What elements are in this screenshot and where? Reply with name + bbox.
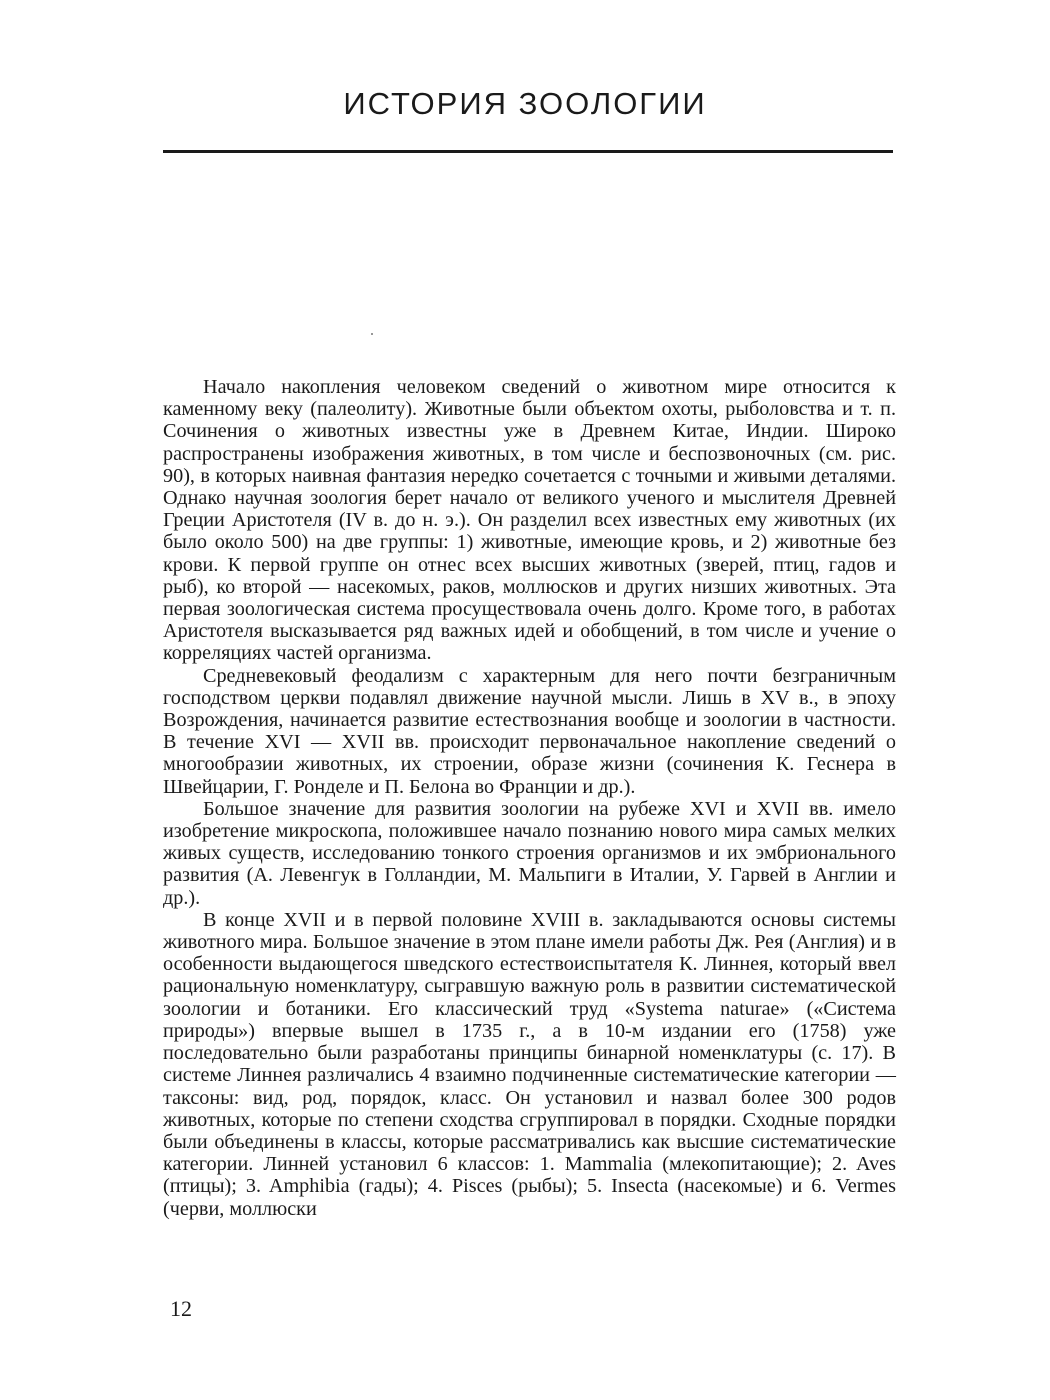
page-title: ИСТОРИЯ ЗООЛОГИИ xyxy=(343,86,707,121)
paragraph-2: Средневековый феодализм с характерным для него почти безграничным господством церкви подавлял движение научной мысли. Лишь в XV в., в эпоху Возрождения, начинается развитие естествознания вообще и зоологии в частности. В течение XVI — XVII вв. происходит первоначальное накопление сведений о многообразии животных, их строении, образе жизни (сочинения К. Геснера в Швейцарии, Г. Ронделе и П. Белона во Франции и др.). xyxy=(163,664,896,798)
title-divider xyxy=(163,150,893,153)
page-number: 12 xyxy=(170,1296,192,1321)
scan-speck xyxy=(371,333,373,335)
paragraph-3: Большое значение для развития зоологии на рубеже XVI и XVII вв. имело изобретение микроскопа, положившее начало познанию нового мира самых мелких живых существ, исследованию тонкого строения организмов и их эмбрионального развития (А. Левенгук в Голландии, М. Мальпиги в Италии, У. Гарвей в Англии и др.). xyxy=(163,797,896,909)
body-text xyxy=(163,376,896,1220)
paragraph-4: В конце XVII и в первой половине XVIII в. закладываются основы системы животного мира. Большое значение в этом плане имели работы Дж. Рея (Англия) и в особенности выдающегося шведского естествоиспытателя К. Линнея, который ввел рациональную номенклатуру, сыгравшую важную роль в развитии систематической зоологии и ботаники. Его классический труд «Systema naturae» («Система природы») впервые вышел в 1735 г., а в 10-м издании его (1758) уже последовательно были разработаны принципы бинарной номенклатуры (с. 17). В системе Линнея различались 4 взаимно подчиненные систематические категории — таксоны: вид, род, порядок, класс. Он установил и назвал более 300 родов животных, которые по степени сходства сгруппировал в порядки. Сходные порядки были объединены в классы, которые рассматривались как высшие систематические категории. Линней установил 6 классов: 1. Mammalia (млекопитающие); 2. Aves (птицы); 3. Amphibia (гады); 4. Pisces (рыбы); 5. Insecta (насекомые) и 6. Vermes (черви, моллюски xyxy=(163,908,896,1220)
paragraph-1: Начало накопления человеком сведений о животном мире относится к каменному веку (палеолиту). Животные были объектом охоты, рыболовства и т. п. Сочинения о животных известны уже в Древнем Китае, Индии. Широко распространены изображения животных, в том числе и беспозвоночных (см. рис. 90), в которых наивная фантазия нередко сочетается с точными и живыми деталями. Однако научная зоология берет начало от великого ученого и мыслителя Древней Греции Аристотеля (IV в. до н. э.). Он разделил всех известных ему животных (их было около 500) на две группы: 1) животные, имеющие кровь, и 2) животные без крови. К первой группе он отнес всех высших животных (зверей, птиц, гадов и рыб), ко второй — насекомых, раков, моллюсков и других низших животных. Эта первая зоологическая система просуществовала очень долго. Кроме того, в работах Аристотеля высказывается ряд важных идей и обобщений, в том числе и учение о корреляциях частей организма. xyxy=(163,376,896,665)
